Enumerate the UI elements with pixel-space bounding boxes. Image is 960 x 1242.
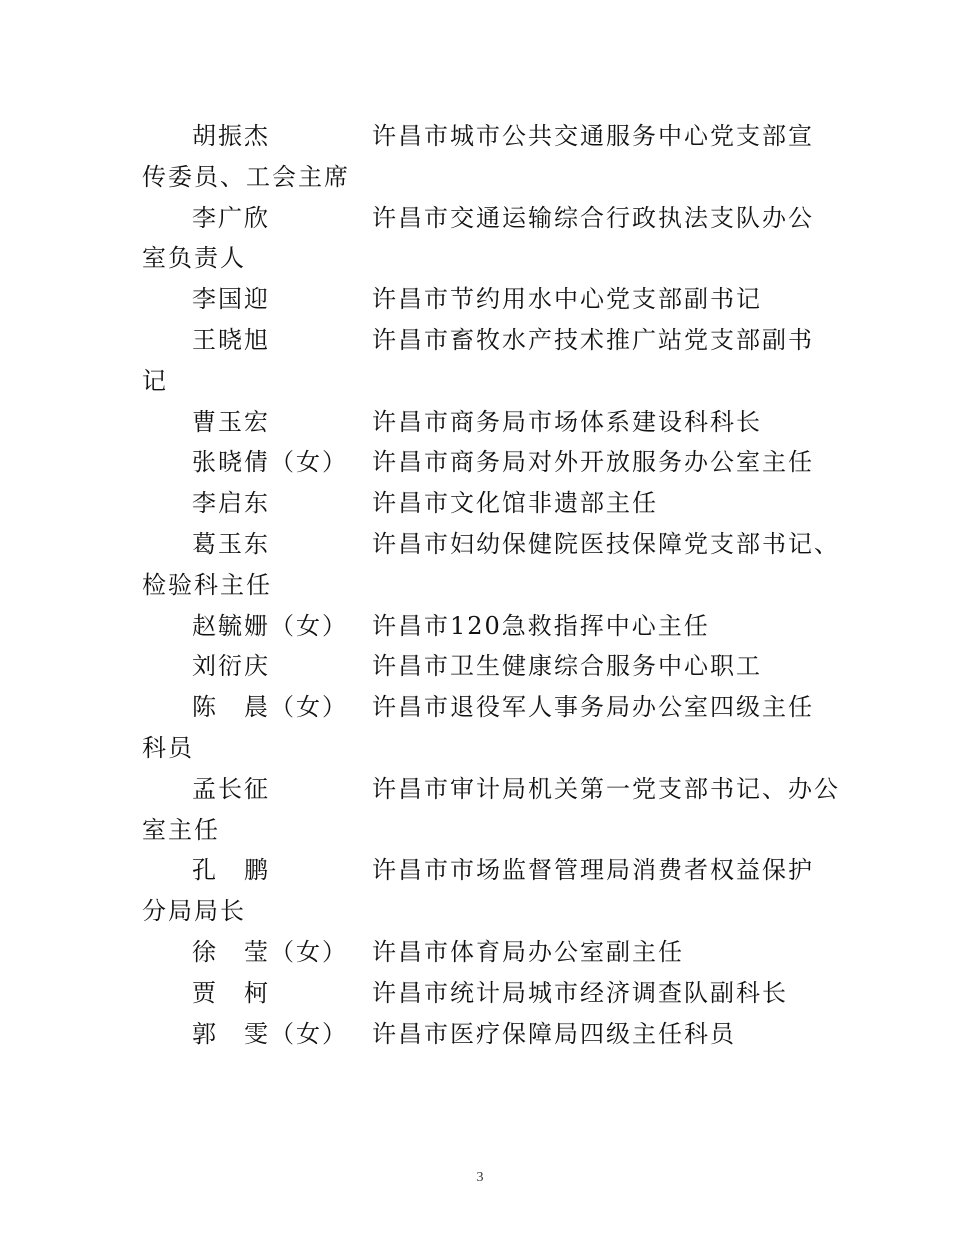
position-title: 许昌市商务局对外开放服务办公室主任 — [372, 448, 814, 477]
position-title: 许昌市妇幼保健院医技保障党支部书记、 — [372, 529, 840, 558]
entry-continuation-line — [142, 565, 832, 606]
position-title: 许昌市体育局办公室副主任 — [372, 937, 684, 966]
person-name: 李国迎 — [192, 285, 270, 314]
person-name: 葛玉东 — [192, 529, 270, 558]
position-title: 许昌市城市公共交通服务中心党支部宣 — [372, 122, 814, 150]
position-title-continued: 室主任 — [142, 815, 220, 844]
roster-entry — [142, 932, 832, 973]
roster-entry — [142, 279, 832, 320]
entry-first-line — [142, 646, 832, 687]
roster-entry — [142, 483, 832, 524]
person-name: 赵毓姗（女） — [192, 611, 348, 640]
entry-first-line — [142, 524, 840, 565]
position-title-continued: 室负责人 — [142, 244, 246, 273]
position-title: 许昌市商务局市场体系建设科科长 — [372, 407, 762, 436]
entry-first-line — [142, 442, 832, 483]
entry-continuation-line — [142, 238, 832, 279]
roster-entry — [142, 973, 832, 1014]
person-name: 刘衍庆 — [192, 652, 270, 681]
position-title: 许昌市交通运输综合行政执法支队办公 — [372, 203, 814, 232]
person-name: 孔 鹏 — [192, 856, 270, 885]
roster-entry — [142, 320, 832, 402]
roster-entry — [142, 402, 832, 443]
entry-continuation-line — [142, 728, 832, 769]
position-title: 许昌市统计局城市经济调查队副科长 — [372, 978, 788, 1007]
position-title: 许昌市畜牧水产技术推广站党支部副书 — [372, 325, 814, 354]
entry-first-line — [142, 402, 832, 443]
entry-first-line — [142, 1014, 832, 1055]
roster-list — [142, 116, 840, 1054]
roster-entry — [142, 198, 832, 280]
position-title: 许昌市120急救指挥中心主任 — [372, 611, 710, 640]
roster-entry — [142, 646, 832, 687]
roster-entry — [142, 116, 832, 198]
entry-continuation-line — [142, 891, 832, 932]
entry-continuation-line — [142, 361, 832, 402]
roster-entry — [142, 769, 840, 851]
person-name: 王晓旭 — [192, 325, 270, 354]
entry-first-line — [142, 973, 832, 1014]
entry-first-line — [142, 320, 832, 361]
person-name: 李启东 — [192, 489, 270, 518]
roster-entry — [142, 442, 832, 483]
person-name: 李广欣 — [192, 203, 270, 232]
person-name: 郭 雯（女） — [192, 1019, 348, 1048]
entry-first-line — [142, 850, 832, 891]
entry-first-line — [142, 198, 832, 239]
person-name: 孟长征 — [192, 774, 270, 803]
person-name: 陈 晨（女） — [192, 693, 348, 722]
position-title: 许昌市市场监督管理局消费者权益保护 — [372, 856, 814, 885]
entry-continuation-line — [142, 157, 832, 198]
entry-first-line — [142, 483, 832, 524]
person-name: 徐 莹（女） — [192, 937, 348, 966]
position-title-continued: 科员 — [142, 733, 194, 762]
position-title-continued: 记 — [142, 366, 168, 395]
entry-first-line — [142, 279, 832, 320]
entry-first-line — [142, 687, 832, 728]
position-title-continued: 分局局长 — [142, 897, 246, 926]
position-title: 许昌市卫生健康综合服务中心职工 — [372, 652, 762, 681]
position-title: 许昌市文化馆非遗部主任 — [372, 489, 658, 518]
entry-first-line — [142, 116, 832, 157]
roster-entry — [142, 524, 840, 606]
position-title: 许昌市医疗保障局四级主任科员 — [372, 1019, 736, 1048]
person-name: 张晓倩（女） — [192, 448, 348, 477]
position-title: 许昌市节约用水中心党支部副书记 — [372, 285, 762, 314]
entry-first-line — [142, 769, 840, 810]
roster-entry — [142, 1014, 832, 1055]
entry-first-line — [142, 606, 832, 647]
roster-entry — [142, 850, 832, 932]
entry-continuation-line — [142, 810, 832, 851]
page-number: 3 — [476, 1170, 484, 1185]
person-name: 贾 柯 — [192, 978, 270, 1007]
position-title-continued: 检验科主任 — [142, 570, 272, 599]
roster-entry — [142, 606, 832, 647]
person-name: 胡振杰 — [192, 122, 270, 150]
person-name: 曹玉宏 — [192, 407, 270, 436]
position-title: 许昌市审计局机关第一党支部书记、办公 — [372, 774, 840, 803]
position-title-continued: 传委员、工会主席 — [142, 162, 350, 191]
entry-first-line — [142, 932, 832, 973]
roster-entry — [142, 687, 832, 769]
position-title: 许昌市退役军人事务局办公室四级主任 — [372, 693, 814, 722]
